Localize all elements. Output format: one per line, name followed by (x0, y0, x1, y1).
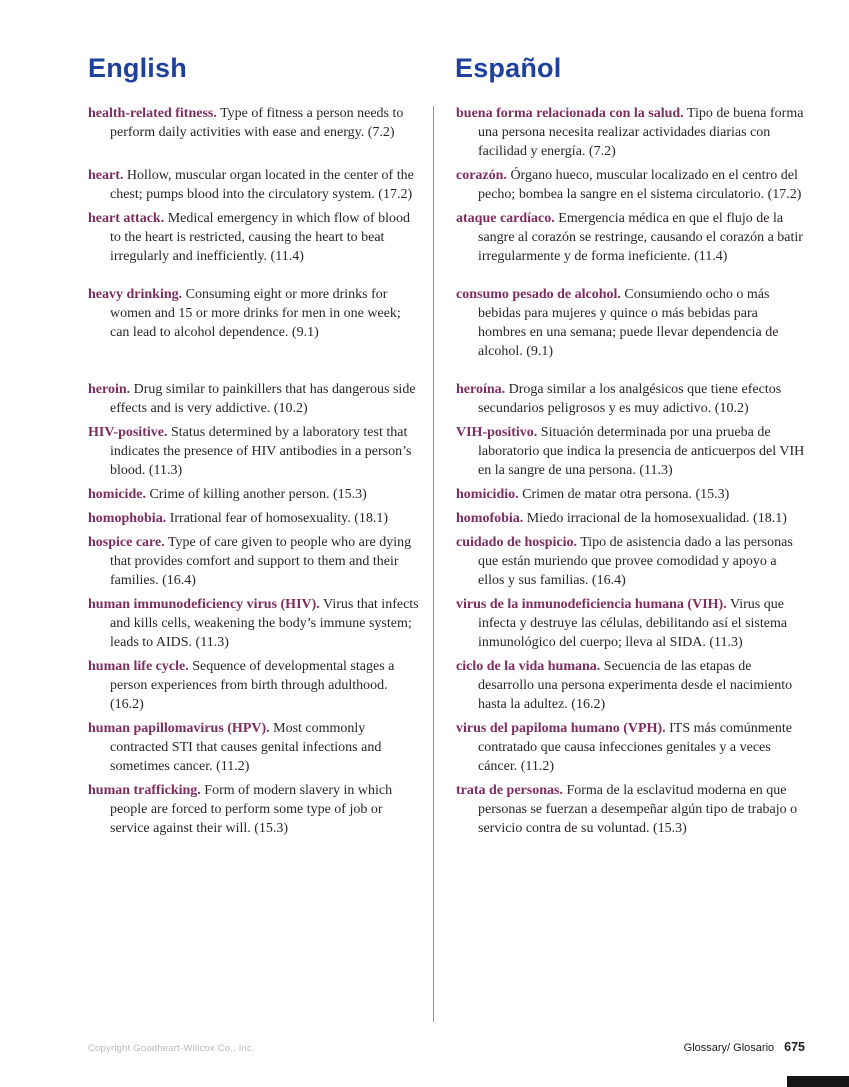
entry-term: homicidio. (456, 487, 519, 502)
entry-definition: ITS más comúnmente contratado que causa infecciones genitales y a veces cáncer. (11.2) (478, 721, 793, 774)
entry-definition: Hollow, muscular organ located in the center of the chest; pumps blood into the circulatory system. (17.2) (110, 168, 414, 202)
entry-definition: Miedo irracional de la homosexualidad. (18.1) (526, 511, 787, 526)
entry-term: heroína. (456, 382, 506, 397)
entry-definition: Irrational fear of homosexuality. (18.1) (169, 511, 389, 526)
entry-term: ciclo de la vida humana. (456, 659, 601, 674)
entry-definition: Medical emergency in which flow of blood to the heart is restricted, causing the heart to beat irregularly and inefficiently. (11.4) (110, 211, 411, 264)
entry-definition: Virus que infecta y destruye las células, debilitando así el sistema inmunológico del cuerpo; lleva al SIDA. (11.3) (478, 597, 788, 650)
entry-term: human life cycle. (88, 659, 189, 674)
glossary-entry (456, 380, 806, 418)
glossary-entry (88, 533, 421, 590)
glossary-entry (88, 104, 421, 142)
glossary-entry (88, 719, 421, 776)
entry-term: cuidado de hospicio. (456, 535, 577, 550)
entry-term: trata de personas. (456, 783, 563, 798)
entry-term: human trafficking. (88, 783, 201, 798)
entry-term: consumo pesado de alcohol. (456, 287, 621, 302)
glossary-entry (456, 166, 806, 204)
english-column-header: English (88, 53, 187, 83)
glossary-entry (456, 719, 806, 776)
entry-term: human immunodeficiency virus (HIV). (88, 597, 320, 612)
glossary-entry (456, 285, 806, 361)
spanish-column-header: Español (455, 53, 562, 83)
glossary-entry (456, 104, 806, 161)
entry-definition: Most commonly contracted STI that causes genital infections and sometimes cancer. (11.2) (110, 721, 382, 774)
page-number: 675 (784, 1040, 805, 1054)
entry-definition: Secuencia de las etapas de desarrollo una persona experimenta desde el nacimiento hasta la adultez. (16.2) (478, 659, 793, 712)
glossary-entry (88, 423, 421, 480)
entry-term: ataque cardíaco. (456, 211, 555, 226)
entry-term: heart. (88, 168, 124, 183)
glossary-entry (88, 595, 421, 652)
entry-term: heart attack. (88, 211, 165, 226)
glossary-entry (88, 485, 421, 504)
glossary-entry (456, 595, 806, 652)
glossary-entry (456, 657, 806, 714)
entry-definition: Crime of killing another person. (15.3) (149, 487, 367, 502)
entry-definition: Consumiendo ocho o más bebidas para mujeres y quince o más bebidas para hombres en una semana; puede llevar dependencia de alcohol. (9.1) (478, 287, 779, 359)
entry-definition: Órgano hueco, muscular localizado en el centro del pecho; bombea la sangre en el sistema circulatorio. (17.2) (478, 168, 802, 202)
entry-definition: Consuming eight or more drinks for women and 15 or more drinks for men in one week; can lead to alcohol dependence. (9.1) (110, 287, 401, 340)
entry-term: virus de la inmunodeficiencia humana (VIH). (456, 597, 727, 612)
page-corner-mark (787, 1076, 849, 1087)
entry-term: buena forma relacionada con la salud. (456, 106, 684, 121)
entry-definition: Form of modern slavery in which people are forced to perform some type of job or service against their will. (15.3) (110, 783, 393, 836)
entry-term: VIH-positivo. (456, 425, 538, 440)
entry-definition: Tipo de asistencia dado a las personas que están muriendo que provee comodidad y apoyo a ellos y sus familias. (16.4) (478, 535, 793, 588)
entry-term: HIV-positive. (88, 425, 168, 440)
entry-definition: Tipo de buena forma una persona necesita realizar actividades diarias con facilidad y energía. (7.2) (478, 106, 804, 159)
glossary-entry (456, 209, 806, 266)
entry-definition: Type of fitness a person needs to perform daily activities with ease and energy. (7.2) (110, 106, 404, 140)
entry-term: heroin. (88, 382, 131, 397)
glossary-entry (456, 485, 806, 504)
glossary-entry (456, 509, 806, 528)
entry-term: virus del papiloma humano (VPH). (456, 721, 666, 736)
entry-term: human papillomavirus (HPV). (88, 721, 270, 736)
entry-term: homicide. (88, 487, 146, 502)
glossary-entry (456, 423, 806, 480)
glossary-entry (456, 533, 806, 590)
entry-term: homophobia. (88, 511, 167, 526)
entry-term: homofobia. (456, 511, 524, 526)
glossary-entry (88, 209, 421, 266)
glossary-entry (456, 781, 806, 838)
entry-term: heavy drinking. (88, 287, 183, 302)
entry-definition: Type of care given to people who are dying that provides comfort and support to them and their families. (16.4) (110, 535, 412, 588)
entry-term: health-related fitness. (88, 106, 217, 121)
glossary-entry (88, 285, 421, 342)
glossary-entry (88, 781, 421, 838)
entry-definition: Droga similar a los analgésicos que tiene efectos secundarios peligrosos y es muy adictivo. (10.2) (478, 382, 782, 416)
glossary-entry (88, 509, 421, 528)
glossary-entry (88, 166, 421, 204)
entry-term: corazón. (456, 168, 507, 183)
entry-definition: Situación determinada por una prueba de laboratorio que indica la presencia de anticuerpos del VIH en la sangre de una persona. (11.3) (478, 425, 805, 478)
glossary-entry (88, 380, 421, 418)
entry-definition: Drug similar to painkillers that has dangerous side effects and is very addictive. (10.2) (110, 382, 416, 416)
entry-definition: Sequence of developmental stages a person experiences from birth through adulthood. (16.2) (110, 659, 395, 712)
glossary-entry (88, 657, 421, 714)
entry-definition: Crimen de matar otra persona. (15.3) (522, 487, 730, 502)
section-label: Glossary/ Glosario (683, 1042, 775, 1054)
footer-section (684, 1040, 805, 1054)
entry-term: hospice care. (88, 535, 165, 550)
entry-definition: Forma de la esclavitud moderna en que personas se fuerzan a desempeñar algún tipo de trabajo o servicio contra de su voluntad. (15.3) (478, 783, 798, 836)
page-footer (88, 1040, 805, 1054)
glossary-entries-grid (88, 104, 806, 838)
entry-definition: Emergencia médica en que el flujo de la sangre al corazón se restringe, causando el corazón a batir irregularmente y de forma ineficiente. (11.4) (478, 211, 803, 264)
copyright-text: Copyright Goodheart-Willcox Co., Inc. (88, 1043, 255, 1054)
entry-definition: Status determined by a laboratory test that indicates the presence of HIV antibodies in a person’s blood. (11.3) (110, 425, 412, 478)
entry-definition: Virus that infects and kills cells, weakening the body’s immune system; leads to AIDS. (11.3) (110, 597, 419, 650)
